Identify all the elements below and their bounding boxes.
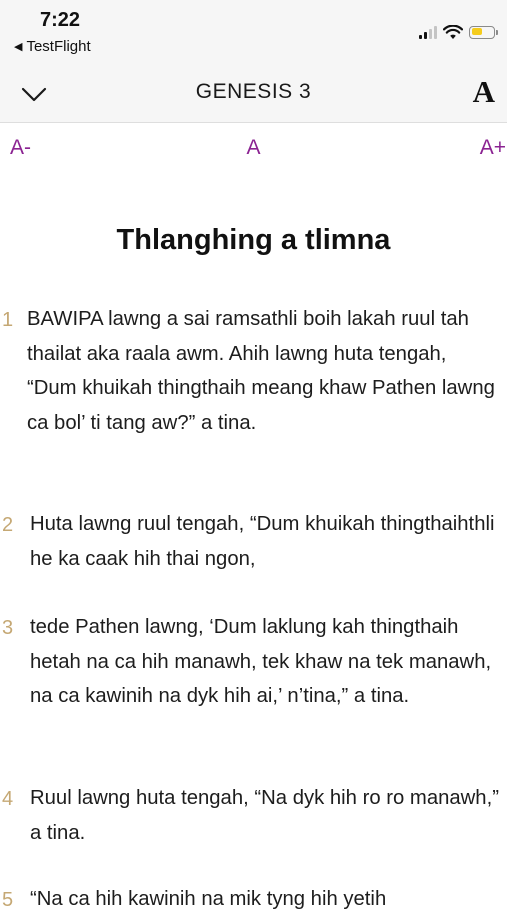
back-to-app-link[interactable] [14,38,91,55]
status-icons [419,22,495,42]
verse-number: 2 [2,514,14,536]
cellular-signal-icon [419,25,437,39]
battery-icon [469,26,495,39]
wifi-icon [443,25,463,40]
increase-font-button[interactable]: A+ [479,136,506,159]
nav-bar [0,66,507,123]
verse-number: 5 [2,889,14,911]
verse-number: 3 [2,617,14,639]
normal-font-button[interactable]: A [246,136,261,159]
section-title: Thlanghing a tlimna [116,224,391,256]
verse-text: “Na ca hih kawinih na mik tyng hih yetih [30,888,387,910]
verse-number: 1 [2,309,14,331]
back-triangle-icon: ◀ [14,41,23,53]
verse-text: BAWIPA lawng a sai ramsathli boih lakah ruul tah thailat aka raala awm. Ahih lawng huta tengah, “Dum khuikah thingthaih meang khaw Pathen lawng ca bol’ ti tang aw?” a tina. [27,308,495,434]
verse-text: tede Pathen lawng, ‘Dum laklung kah thingthaih hetah na ca hih manawh, tek khaw na tek manawh, na ca kawinih na dyk hih ai,’ n’tina,” a tina. [30,616,492,707]
status-time: 7:22 [40,9,81,31]
verse-text: Huta lawng ruul tengah, “Dum khuikah thingthaihthli he ka caak hih thai ngon, [30,513,495,570]
font-settings-icon[interactable]: A [472,74,495,109]
decrease-font-button[interactable]: A- [10,136,31,159]
status-bar [0,0,507,66]
back-app-label: TestFlight [26,38,91,55]
chapter-heading[interactable]: GENESIS 3 [195,80,312,103]
verse-text: Ruul lawng huta tengah, “Na dyk hih ro ro manawh,” a tina. [30,787,499,844]
verse-number: 4 [2,788,14,810]
font-size-controls [0,123,507,175]
